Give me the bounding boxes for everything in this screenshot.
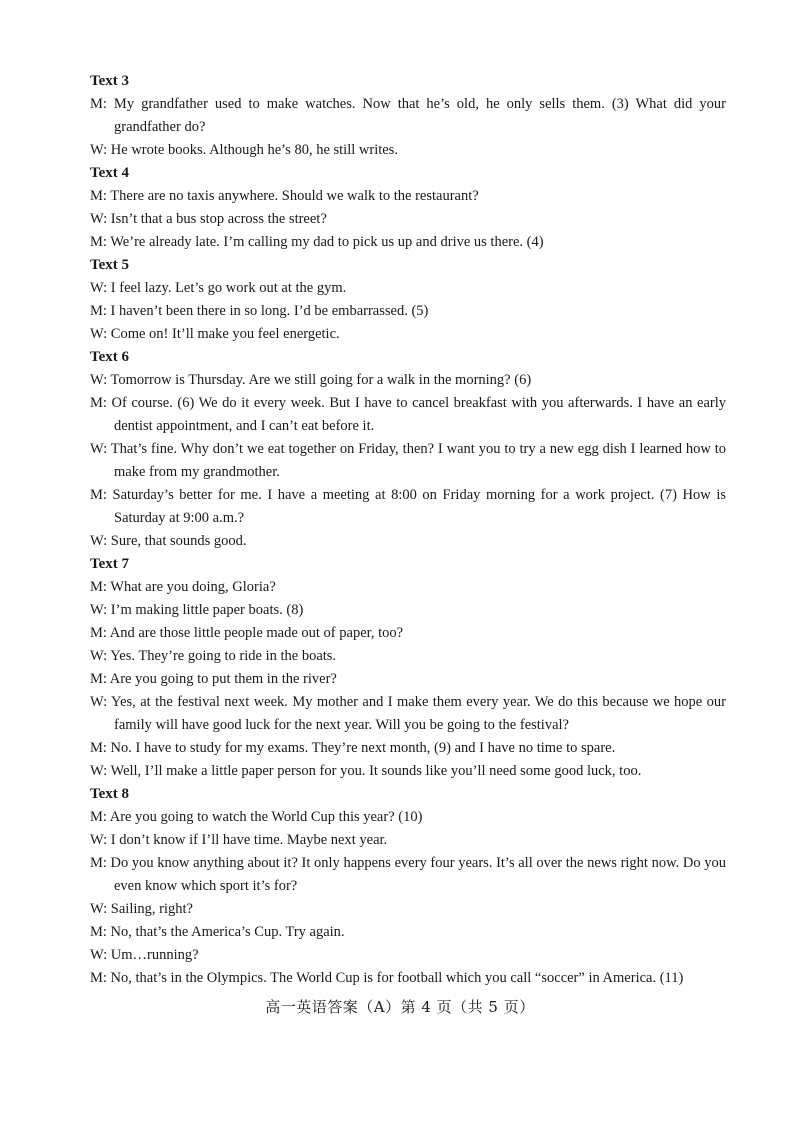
dialogue-line: M: No, that’s in the Olympics. The World Cup is for football which you call “soccer” in America. (11) [90, 970, 684, 986]
dialogue-line: W: I feel lazy. Let’s go work out at the gym. [90, 280, 347, 296]
document-body [90, 70, 726, 990]
dialogue-line: W: That’s fine. Why don’t we eat together on Friday, then? I want you to try a new egg dish I learned how to make from my grandmother. [90, 441, 726, 480]
dialogue-line: W: Tomorrow is Thursday. Are we still going for a walk in the morning? (6) [90, 372, 532, 388]
dialogue-line: M: We’re already late. I’m calling my dad to pick us up and drive us there. (4) [90, 234, 544, 250]
dialogue-line: W: Sailing, right? [90, 901, 193, 917]
dialogue-line: W: Yes, at the festival next week. My mother and I make them every year. We do this because we hope our family will have good luck for the next year. Will you be going to the festival? [90, 694, 726, 733]
page-footer: 高一英语答案（A）第 4 页（共 5 页） [265, 998, 535, 1016]
dialogue-line: M: I haven’t been there in so long. I’d be embarrassed. (5) [90, 303, 429, 319]
section-title: Text 6 [90, 349, 130, 365]
transcript-section [90, 553, 726, 783]
dialogue-line: M: No, that’s the America’s Cup. Try again. [90, 924, 345, 940]
section-title: Text 4 [90, 165, 130, 181]
dialogue-line: M: Saturday’s better for me. I have a meeting at 8:00 on Friday morning for a work project. (7) How is Saturday at 9:00 a.m.? [90, 487, 726, 526]
transcript-section [90, 162, 726, 254]
dialogue-line: M: Do you know anything about it? It only happens every four years. It’s all over the news right now. Do you even know which sport it’s for? [90, 855, 726, 894]
dialogue-line: W: Come on! It’ll make you feel energetic. [90, 326, 340, 342]
transcript-section [90, 254, 726, 346]
dialogue-line: M: There are no taxis anywhere. Should we walk to the restaurant? [90, 188, 479, 204]
dialogue-line: M: Are you going to watch the World Cup this year? (10) [90, 809, 423, 825]
dialogue-line: W: I don’t know if I’ll have time. Maybe next year. [90, 832, 388, 848]
transcript-section [90, 346, 726, 553]
dialogue-line: W: He wrote books. Although he’s 80, he still writes. [90, 142, 398, 158]
dialogue-line: W: I’m making little paper boats. (8) [90, 602, 304, 618]
dialogue-line: W: Well, I’ll make a little paper person for you. It sounds like you’ll need some good luck, too. [90, 763, 642, 779]
section-title: Text 3 [90, 73, 130, 89]
transcript-section [90, 783, 726, 990]
dialogue-line: W: Isn’t that a bus stop across the street? [90, 211, 327, 227]
dialogue-line: W: Yes. They’re going to ride in the boats. [90, 648, 337, 664]
dialogue-line: M: No. I have to study for my exams. They’re next month, (9) and I have no time to spare. [90, 740, 616, 756]
dialogue-line: W: Sure, that sounds good. [90, 533, 247, 549]
dialogue-line: M: Of course. (6) We do it every week. But I have to cancel breakfast with you afterwards. I have an early dentist appointment, and I can’t eat before it. [90, 395, 726, 434]
dialogue-line: M: My grandfather used to make watches. Now that he’s old, he only sells them. (3) What did your grandfather do? [90, 96, 726, 135]
transcript-section [90, 70, 726, 162]
section-title: Text 5 [90, 257, 130, 273]
dialogue-line: M: What are you doing, Gloria? [90, 579, 276, 595]
section-title: Text 8 [90, 786, 130, 802]
section-title: Text 7 [90, 556, 130, 572]
dialogue-line: W: Um…running? [90, 947, 199, 963]
dialogue-line: M: Are you going to put them in the river? [90, 671, 337, 687]
dialogue-line: M: And are those little people made out of paper, too? [90, 625, 404, 641]
